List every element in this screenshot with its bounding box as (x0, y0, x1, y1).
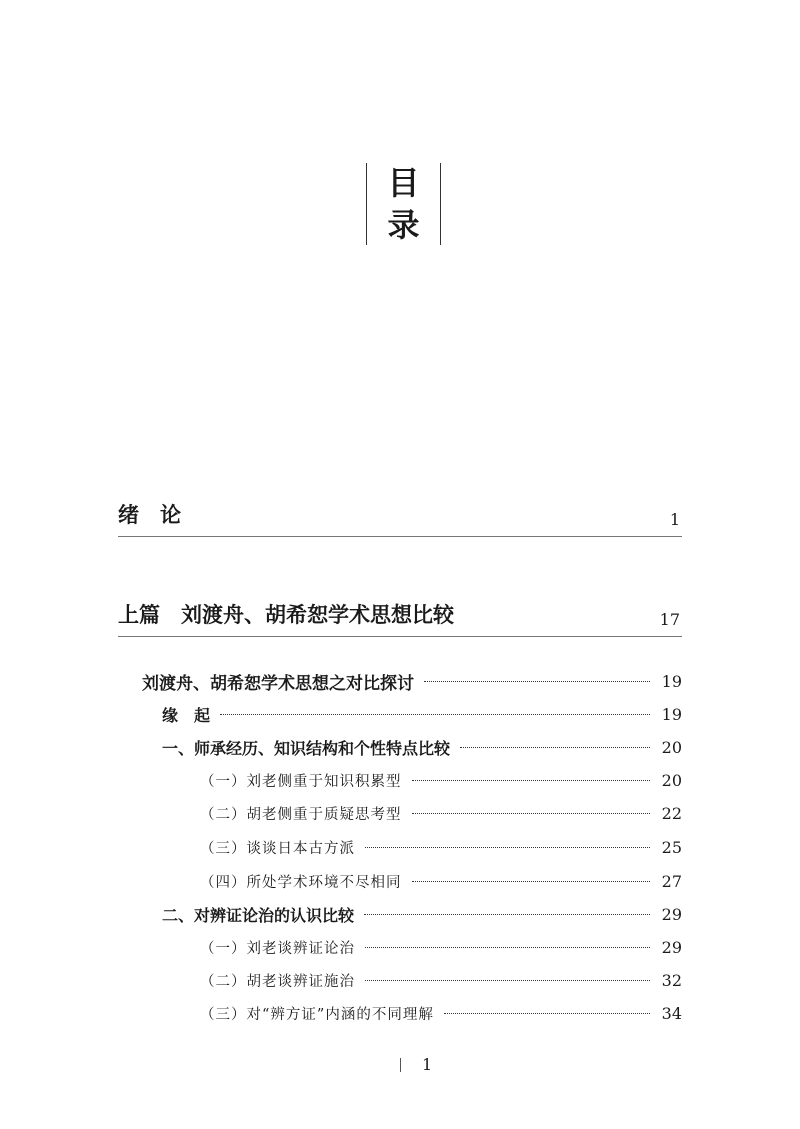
entry-text: 刘渡舟、胡希恕学术思想之对比探讨 (142, 673, 414, 694)
page-number: 1 (422, 1055, 433, 1074)
toc-entry[interactable] (200, 869, 682, 893)
toc-entry[interactable] (162, 735, 682, 759)
dot-leader (444, 1013, 650, 1014)
entry-page: 22 (661, 803, 682, 823)
section-intro[interactable] (118, 496, 682, 537)
section-label: 上篇 刘渡舟、胡希恕学术思想比较 (118, 603, 454, 627)
entry-text: 缘 起 (162, 705, 211, 725)
entry-text: （二）胡老侧重于质疑思考型 (200, 806, 402, 823)
entry-text: （一）刘老谈辨证论治 (200, 940, 355, 957)
title-right-rule (440, 163, 441, 245)
entry-page: 19 (661, 704, 682, 724)
dot-leader (412, 881, 651, 882)
entry-page: 20 (661, 737, 682, 757)
entry-text: 一、师承经历、知识结构和个性特点比较 (162, 738, 451, 758)
toc-entry[interactable] (200, 935, 682, 959)
toc-entry[interactable] (200, 801, 682, 825)
toc-entry[interactable] (162, 902, 682, 926)
entry-text: （二）胡老谈辨证施治 (200, 973, 355, 990)
entry-text: （一）刘老侧重于知识积累型 (200, 773, 402, 790)
entry-page: 25 (661, 837, 682, 857)
toc-entry[interactable] (200, 1001, 682, 1025)
entry-page: 29 (661, 904, 682, 924)
dot-leader (412, 813, 651, 814)
toc-entry[interactable] (142, 669, 682, 693)
entry-page: 34 (661, 1003, 682, 1023)
dot-leader (365, 980, 650, 981)
dot-leader (365, 947, 650, 948)
entry-page: 27 (661, 871, 682, 891)
entry-page: 19 (661, 671, 682, 691)
toc-title (366, 163, 441, 245)
toc-entry[interactable] (200, 835, 682, 859)
entry-text: （三）谈谈日本古方派 (200, 840, 355, 857)
page-footer (0, 1055, 800, 1075)
dot-leader (424, 681, 650, 682)
dot-leader (412, 780, 651, 781)
entry-page: 32 (661, 970, 682, 990)
entry-page: 20 (661, 770, 682, 790)
toc-entry[interactable] (200, 768, 682, 792)
entry-text: 二、对辨证论治的认识比较 (162, 905, 355, 925)
toc-entry[interactable] (162, 702, 682, 726)
section-page: 1 (669, 510, 680, 529)
entry-text: （四）所处学术环境不尽相同 (200, 874, 402, 891)
entry-page: 29 (661, 937, 682, 957)
footer-divider (400, 1058, 401, 1072)
section-part-one[interactable] (118, 596, 682, 637)
dot-leader (365, 847, 650, 848)
dot-leader (220, 714, 650, 715)
section-page: 17 (659, 610, 680, 629)
title-char-2: 录 (387, 206, 420, 244)
toc-entry[interactable] (200, 968, 682, 992)
section-label: 绪 论 (118, 503, 181, 527)
dot-leader (460, 747, 650, 748)
entry-text: （三）对“辨方证”内涵的不同理解 (200, 1006, 434, 1023)
title-char-1: 目 (387, 164, 420, 202)
dot-leader (364, 914, 650, 915)
